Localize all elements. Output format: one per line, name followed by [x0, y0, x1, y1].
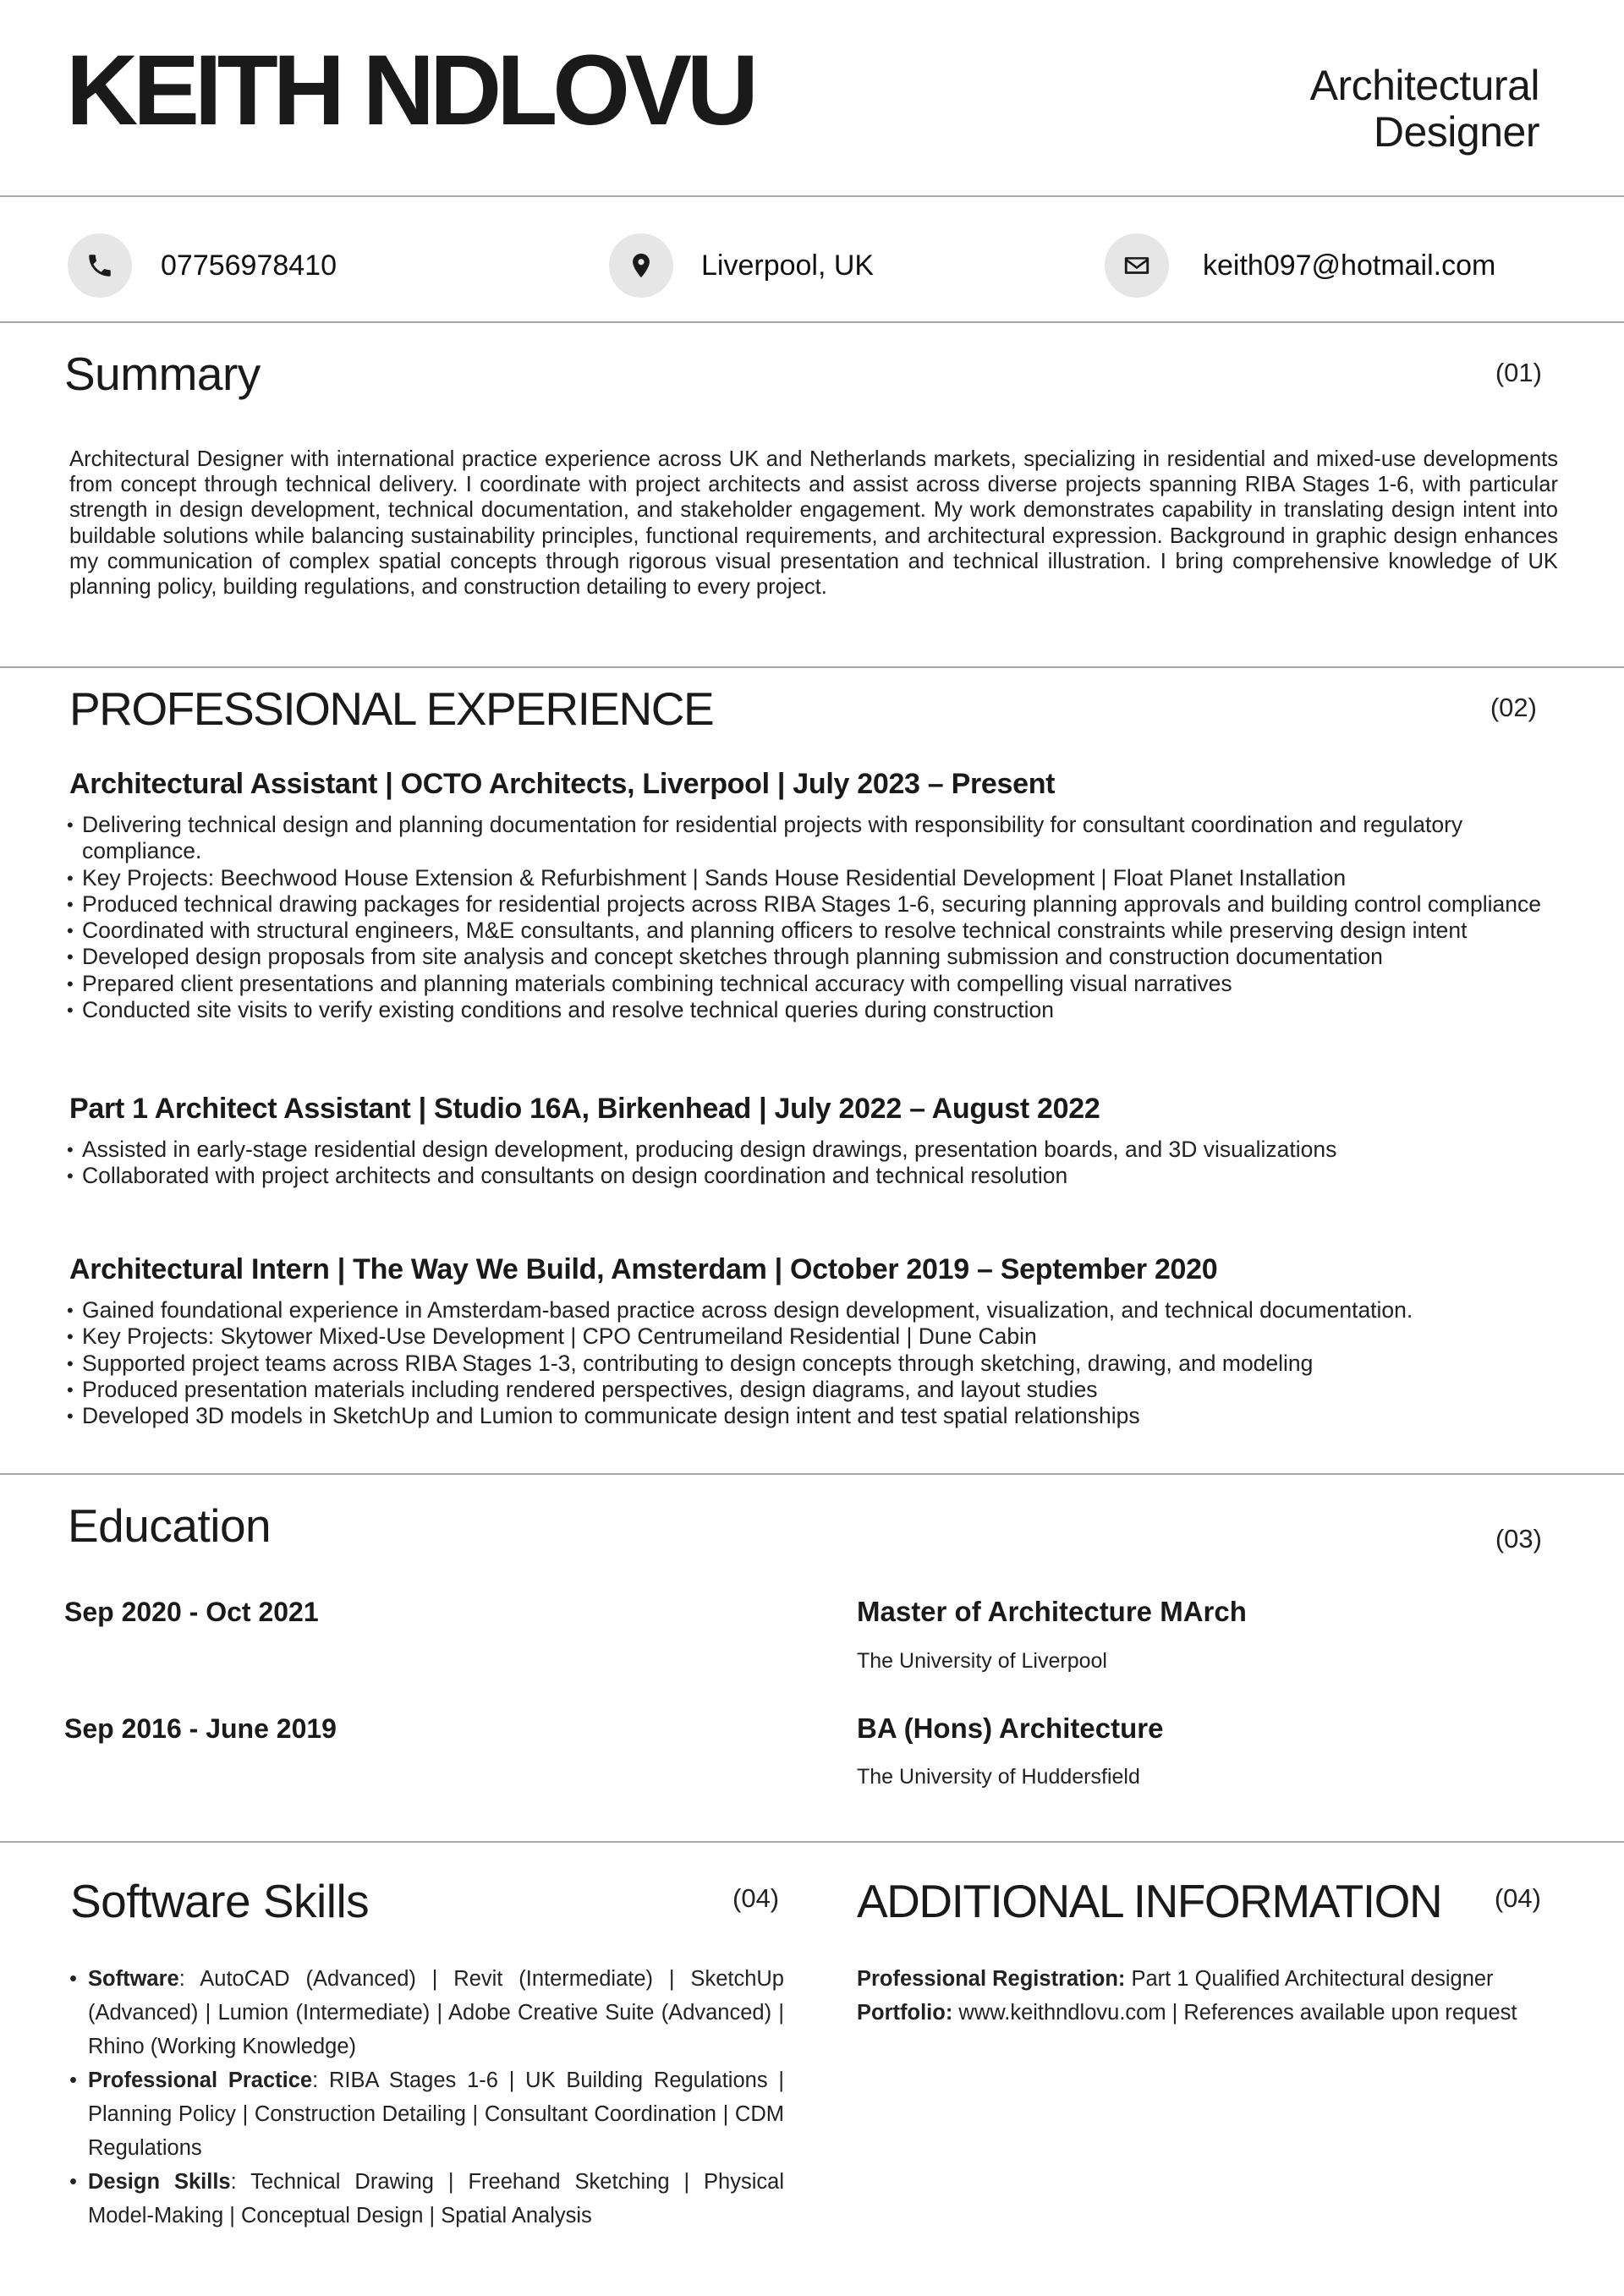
- skill-label: Professional Practice: [88, 2069, 313, 2092]
- list-item: • Conducted site visits to verify existing conditions and resolve technical queries during construction: [69, 997, 1558, 1023]
- education-school: The University of Huddersfield: [857, 1765, 1140, 1789]
- list-item: • Produced presentation materials including rendered perspectives, design diagrams, and layout studies: [69, 1377, 1558, 1403]
- divider: [0, 321, 1624, 323]
- education-dates: Sep 2020 - Oct 2021: [64, 1597, 319, 1627]
- skill-text: : AutoCAD (Advanced) | Revit (Intermediate) | SketchUp (Advanced) | Lumion (Intermediate) | Adobe Creative Suite (Advanced) | Rhino (Working Knowledge): [88, 1967, 784, 2058]
- divider: [0, 1841, 1624, 1843]
- job-role: [1310, 63, 1539, 156]
- list-item: • Key Projects: Beechwood House Extension & Refurbishment | Sands House Residential Development | Float Planet Installation: [69, 865, 1558, 891]
- list-item: [69, 2165, 784, 2233]
- software-title: Software Skills: [70, 1875, 370, 1927]
- education-number: (03): [1495, 1524, 1542, 1553]
- list-item: [69, 2063, 784, 2165]
- list-item: • Developed design proposals from site analysis and concept sketches through planning submission and construction documentation: [69, 944, 1558, 970]
- list-item: • Developed 3D models in SketchUp and Lumion to communicate design intent and test spatial relationships: [69, 1403, 1558, 1429]
- list-item: • Delivering technical design and planning documentation for residential projects with responsibility for consultant coordination and regulatory compliance.: [69, 812, 1558, 865]
- job-heading: Part 1 Architect Assistant | Studio 16A, Birkenhead | July 2022 – August 2022: [69, 1093, 1100, 1125]
- list-item: • Coordinated with structural engineers, M&E consultants, and planning officers to resolve technical constraints while preserving design intent: [69, 918, 1558, 944]
- education-degree: BA (Hons) Architecture: [857, 1712, 1164, 1744]
- phone-icon: [68, 233, 132, 298]
- summary-text: Architectural Designer with international practice experience across UK and Netherlands markets, specializing in residential and mixed-use developments from concept through technical delivery. I coordinate with project architects and assist across diverse projects spanning RIBA Stages 1-6, with particular strength in design development, technical documentation, and stakeholder engagement. My work demonstrates capability in translating design intent into buildable solutions while balancing sustainability principles, functional requirements, and architectural expression. Background in graphic design enhances my communication of complex spatial concepts through rigorous visual presentation and technical illustration. I bring comprehensive knowledge of UK planning policy, building regulations, and construction detailing to every project.: [69, 447, 1558, 600]
- list-item: • Prepared client presentations and planning materials combining technical accuracy with compelling visual narratives: [69, 971, 1558, 997]
- email-address[interactable]: keith097@hotmail.com: [1203, 249, 1496, 282]
- education-degree: Master of Architecture MArch: [857, 1596, 1247, 1627]
- education-title: Education: [68, 1499, 272, 1552]
- additional-label: Portfolio:: [857, 2001, 953, 2025]
- additional-title: ADDITIONAL INFORMATION: [857, 1875, 1442, 1927]
- skill-text: : RIBA Stages 1-6 | UK Building Regulations | Planning Policy | Construction Detailing | Consultant Coordination | CDM Regulations: [88, 2069, 784, 2160]
- experience-title: PROFESSIONAL EXPERIENCE: [69, 682, 714, 735]
- skill-text: : Technical Drawing | Freehand Sketching | Physical Model-Making | Conceptual Design | Spatial Analysis: [88, 2170, 784, 2228]
- job-role-line-2: Designer: [1373, 108, 1539, 156]
- experience-number: (02): [1490, 693, 1537, 722]
- additional-text: Part 1 Qualified Architectural designer: [1125, 1967, 1494, 1991]
- job-bullets: [69, 1137, 1558, 1190]
- list-item: • Assisted in early-stage residential design development, producing design drawings, presentation boards, and 3D visualizations: [69, 1137, 1558, 1163]
- summary-title: Summary: [64, 348, 261, 400]
- candidate-name: KEITH NDLOVU: [66, 35, 754, 146]
- envelope-icon: [1105, 233, 1169, 298]
- education-school: The University of Liverpool: [857, 1649, 1107, 1673]
- job-bullets: [69, 812, 1558, 1023]
- skill-label: Design Skills: [88, 2170, 231, 2194]
- map-pin-icon: [609, 233, 673, 298]
- job-bullets: [69, 1297, 1558, 1429]
- software-number: (04): [732, 1883, 780, 1913]
- divider: [0, 1473, 1624, 1475]
- additional-info: [857, 1962, 1517, 2030]
- additional-label: Professional Registration:: [857, 1967, 1126, 1991]
- location-text: Liverpool, UK: [701, 249, 875, 282]
- list-item: • Supported project teams across RIBA Stages 1-3, contributing to design concepts through sketching, drawing, and modeling: [69, 1351, 1558, 1377]
- list-item: • Produced technical drawing packages for residential projects across RIBA Stages 1-6, securing planning approvals and building control compliance: [69, 891, 1558, 918]
- divider: [0, 195, 1624, 197]
- summary-number: (01): [1495, 358, 1542, 387]
- list-item: [69, 1962, 784, 2063]
- additional-item: [857, 1996, 1517, 2030]
- additional-item: [857, 1962, 1517, 1996]
- additional-text: www.keithndlovu.com | References available upon request: [952, 2001, 1517, 2025]
- job-heading: Architectural Intern | The Way We Build, Amsterdam | October 2019 – September 2020: [69, 1253, 1218, 1285]
- job-role-line-1: Architectural: [1309, 62, 1539, 109]
- list-item: • Key Projects: Skytower Mixed-Use Development | CPO Centrumeiland Residential | Dune Cabin: [69, 1323, 1558, 1350]
- list-item: • Collaborated with project architects and consultants on design coordination and technical resolution: [69, 1163, 1558, 1189]
- job-heading: Architectural Assistant | OCTO Architects, Liverpool | July 2023 – Present: [69, 768, 1056, 800]
- education-dates: Sep 2016 - June 2019: [64, 1713, 337, 1744]
- phone-number[interactable]: 07756978410: [161, 249, 337, 282]
- additional-number: (04): [1494, 1883, 1541, 1913]
- list-item: • Gained foundational experience in Amsterdam-based practice across design development, visualization, and technical documentation.: [69, 1297, 1558, 1323]
- software-list: [69, 1962, 784, 2233]
- divider: [0, 666, 1624, 668]
- skill-label: Software: [88, 1967, 179, 1991]
